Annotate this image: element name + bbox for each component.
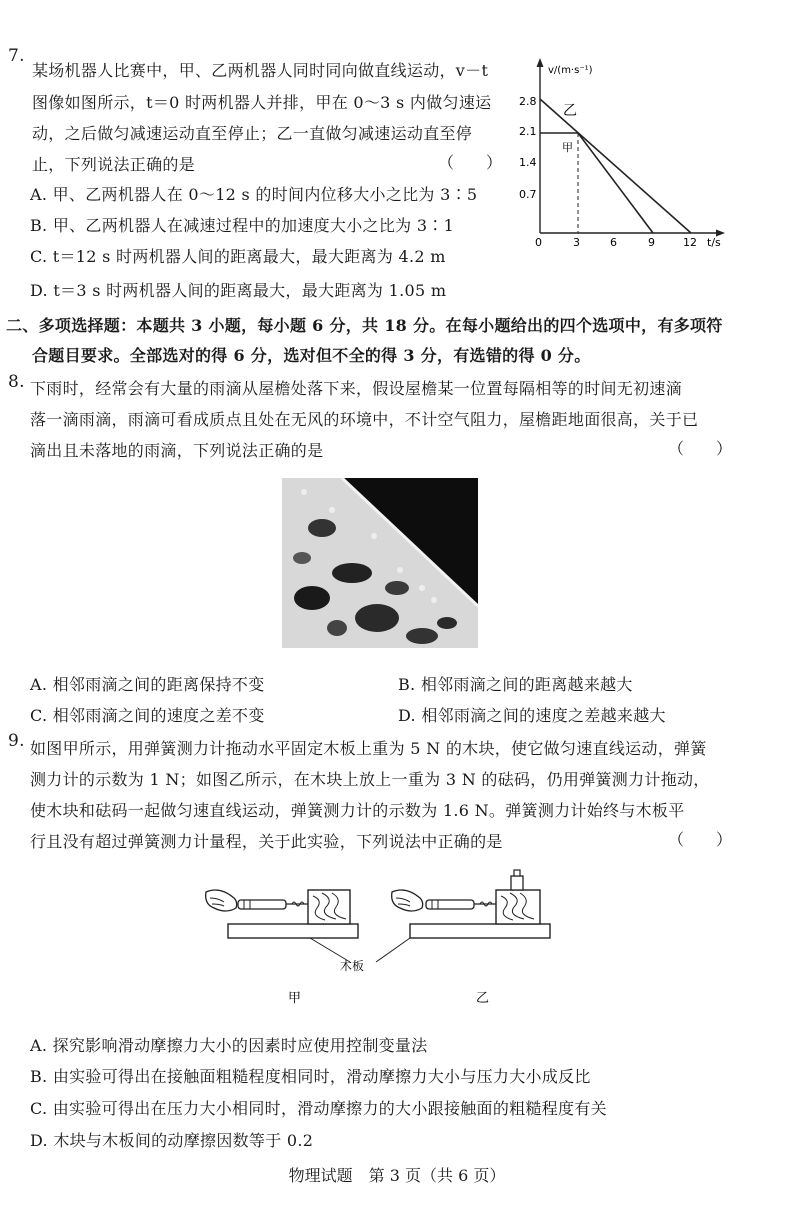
- q9-stem-line-3: 使木块和砝码一起做匀速直线运动，弹簧测力计的示数为 1.6 N。弹簧测力计始终与木板平: [30, 801, 685, 820]
- graph-ytick-0-7: 0.7: [519, 188, 537, 201]
- figure-label-jia: 甲: [288, 991, 302, 1006]
- graph-ytick-2-1: 2.1: [519, 125, 537, 138]
- board-yi: [410, 924, 550, 938]
- q9-option-c: C. 由实验可得出在压力大小相同时，滑动摩擦力的大小跟接触面的粗糙程度有关: [30, 1099, 607, 1118]
- graph-ylabel: v/(m·s⁻¹): [548, 65, 593, 76]
- page-footer: 物理试题 第 3 页（共 6 页）: [288, 1166, 506, 1185]
- q9-experiment-figure: [198, 862, 558, 1010]
- weight-yi: [511, 876, 523, 890]
- q8-stem-line-2: 落一滴雨滴，雨滴可看成质点且处在无风的环境中，不计空气阻力，屋檐距地面很高，关于已: [30, 410, 699, 429]
- q7-option-d: D. t＝3 s 时两机器人间的距离最大，最大距离为 1.05 m: [30, 281, 447, 300]
- q7-stem-line-2: 图像如图所示，t＝0 时两机器人并排，甲在 0～3 s 内做匀速运: [32, 93, 492, 112]
- q8-option-b: B. 相邻雨滴之间的距离越来越大: [398, 675, 633, 694]
- q8-option-d: D. 相邻雨滴之间的速度之差越来越大: [398, 706, 666, 725]
- q9-number: 9.: [8, 731, 25, 751]
- q7-stem-line-3: 动，之后做匀减速运动直至停止；乙一直做匀减速运动直至停: [32, 124, 473, 143]
- spring-scale-yi: [426, 900, 474, 909]
- q8-raindrop-photo: [282, 478, 478, 648]
- graph-ytick-1-4: 1.4: [519, 156, 537, 169]
- q8-option-a: A. 相邻雨滴之间的距离保持不变: [30, 675, 265, 694]
- q7-vt-graph: [515, 55, 730, 250]
- q8-number: 8.: [8, 372, 25, 392]
- q7-stem-line-4: 止，下列说法正确的是: [32, 155, 196, 174]
- graph-xtick-12: 12: [683, 236, 697, 249]
- board-jia: [228, 924, 358, 938]
- graph-xtick-6: 6: [610, 236, 617, 249]
- q9-option-b: B. 由实验可得出在接触面粗糙程度相同时，滑动摩擦力大小与压力大小成反比: [30, 1067, 591, 1086]
- q7-stem-line-1: 某场机器人比赛中，甲、乙两机器人同时同向做直线运动，v－t: [32, 61, 489, 80]
- board-leader-right: [376, 938, 410, 962]
- q7-number: 7.: [8, 46, 25, 66]
- q7-option-b: B. 甲、乙两机器人在减速过程中的加速度大小之比为 3∶1: [30, 216, 455, 235]
- q9-stem-line-1: 如图甲所示，用弹簧测力计拖动水平固定木板上重为 5 N 的木块，使它做匀速直线运动，弹簧: [30, 739, 707, 758]
- q7-option-a: A. 甲、乙两机器人在 0～12 s 的时间内位移大小之比为 3∶5: [30, 185, 478, 204]
- graph-label-yi: 乙: [563, 103, 577, 119]
- q8-answer-paren: （ ）: [668, 439, 733, 458]
- q9-option-a: A. 探究影响滑动摩擦力大小的因素时应使用控制变量法: [30, 1036, 428, 1055]
- q8-stem-line-1: 下雨时，经常会有大量的雨滴从屋檐处落下来，假设屋檐某一位置每隔相等的时间无初速滴: [30, 379, 683, 398]
- graph-ytick-2-8: 2.8: [519, 95, 537, 108]
- graph-line-yi: [540, 99, 691, 233]
- section2-heading-line1: 二、多项选择题：本题共 3 小题，每小题 6 分，共 18 分。在每小题给出的四个选项中，有多项符: [6, 316, 723, 335]
- graph-line-jia: [540, 133, 653, 233]
- q9-option-d: D. 木块与木板间的动摩擦因数等于 0.2: [30, 1131, 314, 1150]
- raindrop-photo-graphic: [282, 478, 478, 648]
- graph-y-arrow: [537, 58, 544, 67]
- q8-stem-line-3: 滴出且未落地的雨滴，下列说法正确的是: [30, 441, 324, 460]
- spring-scale-jia: [238, 900, 286, 909]
- section2-heading-line2: 合题目要求。全部选对的得 6 分，选对但不全的得 3 分，有选错的得 0 分。: [32, 346, 591, 365]
- graph-xtick-9: 9: [648, 236, 655, 249]
- figure-label-yi: 乙: [476, 991, 490, 1006]
- q9-stem-line-4: 行且没有超过弹簧测力计量程，关于此实验，下列说法中正确的是: [30, 832, 503, 851]
- q7-answer-paren: （ ）: [438, 153, 503, 172]
- graph-xlabel: t/s: [707, 236, 721, 249]
- graph-label-jia: 甲: [562, 141, 573, 154]
- board-label: 木板: [340, 959, 365, 973]
- block-jia: [308, 890, 350, 924]
- q7-option-c: C. t＝12 s 时两机器人间的距离最大，最大距离为 4.2 m: [30, 247, 446, 266]
- q8-option-c: C. 相邻雨滴之间的速度之差不变: [30, 706, 265, 725]
- graph-xtick-0: 0: [535, 236, 542, 249]
- q9-stem-line-2: 测力计的示数为 1 N；如图乙所示，在木块上放上一重为 3 N 的砝码，仍用弹簧测力计拖动，: [30, 770, 710, 789]
- q9-answer-paren: （ ）: [668, 830, 733, 849]
- graph-xtick-3: 3: [573, 236, 580, 249]
